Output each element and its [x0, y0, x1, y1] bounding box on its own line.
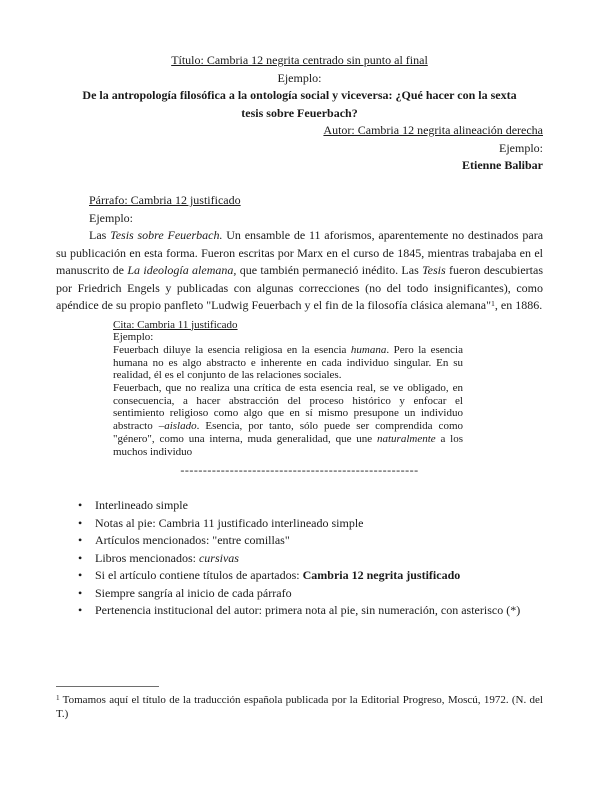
bullet-icon: •: [78, 568, 83, 583]
footnote-text: $^1$ Tomamos aquí el título de la traducción española publicada por la Editorial Progreso, Moscú, 1972. (N. del T.): [56, 694, 543, 720]
list-item: [56, 515, 543, 533]
list-item: [56, 497, 543, 515]
list-item: [56, 567, 543, 585]
bullet-icon: •: [78, 550, 83, 565]
body-paragraph: Las Tesis sobre Feuerbach. Un ensamble de 11 aforismos, aparentemente no destinados para su publicación en esta forma. Fueron escritas por Marx en el curso de 1845, mientras trabajaba en el manuscrito de La ideología alemana, que también permaneció inédito. Las Tesis fueron descubiertas por Friedrich Engels y publicadas con algunas correcciones (no del todo insignificantes), como apéndice de su propio panfleto "Ludwig Feuerbach y el fin de la filosofía clásica alemana"$^1$, en 1886.: [56, 228, 544, 312]
list-item-text: Si el artículo contiene títulos de apartados: Cambria 12 negrita justificado: [95, 568, 461, 583]
bullet-icon: •: [78, 585, 83, 600]
list-item-text: Interlineado simple: [95, 498, 188, 513]
list-item-text: Libros mencionados: cursivas: [95, 550, 239, 565]
quote-example-label: Ejemplo:: [113, 331, 154, 344]
article-title-line-2: tesis sobre Feuerbach?: [241, 105, 358, 120]
style-rules-list: [56, 497, 543, 620]
bullet-icon: •: [78, 515, 83, 530]
document-content: [56, 52, 543, 620]
bullet-icon: •: [78, 603, 83, 618]
list-item-text: Pertenencia institucional del autor: primera nota al pie, sin numeración, con asterisco (*): [95, 603, 521, 618]
list-item: [56, 550, 543, 568]
quote-style-label: Cita: Cambria 11 justificado: [113, 318, 238, 331]
bullet-icon: •: [78, 533, 83, 548]
list-item-text: Notas al pie: Cambria 11 justificado interlineado simple: [95, 515, 364, 530]
article-title-line-1: De la antropología filosófica a la ontología social y viceversa: ¿Qué hacer con la sexta: [82, 88, 517, 102]
list-item-text: Siempre sangría al inicio de cada párrafo: [95, 585, 292, 600]
quote-paragraph-2: Feuerbach, que no realiza una crítica de esta esencia real, se ve obligado, en consecuencia, a hacer abstracción del proceso histórico y enfocar el sentimiento religioso como algo que en sí mismo presupone un individuo abstracto –aislado. Esencia, por tanto, sólo puede ser comprendida como "género", como una interna, muda generalidad, que une naturalmente a los muchos individuo: [113, 382, 463, 458]
quote-paragraph-1: Feuerbach diluye la esencia religiosa en la esencia humana. Pero la esencia humana no es algo abstracto e inherente en cada individuo singular. En su realidad, él es el conjunto de las relaciones sociales.: [113, 343, 463, 382]
bullet-icon: •: [78, 498, 83, 513]
list-item: [56, 585, 543, 603]
footnote-separator: [56, 686, 159, 687]
divider-dashes: -----------------------------------------------------: [180, 463, 419, 478]
title-example-label: Ejemplo:: [277, 70, 322, 85]
footnote-area: [56, 686, 543, 721]
list-item: [56, 532, 543, 550]
list-item: [56, 602, 543, 620]
author-example-label: Ejemplo:: [499, 140, 543, 155]
paragraph-style-label: Párrafo: Cambria 12 justificado: [89, 193, 241, 207]
title-style-label: Título: Cambria 12 negrita centrado sin punto al final: [171, 53, 428, 67]
author-style-label: Autor: Cambria 12 negrita alineación derecha: [323, 123, 543, 137]
paragraph-example-label: Ejemplo:: [89, 210, 133, 225]
author-name: Etienne Balibar: [461, 158, 543, 172]
list-item-text: Artículos mencionados: "entre comillas": [95, 533, 290, 548]
